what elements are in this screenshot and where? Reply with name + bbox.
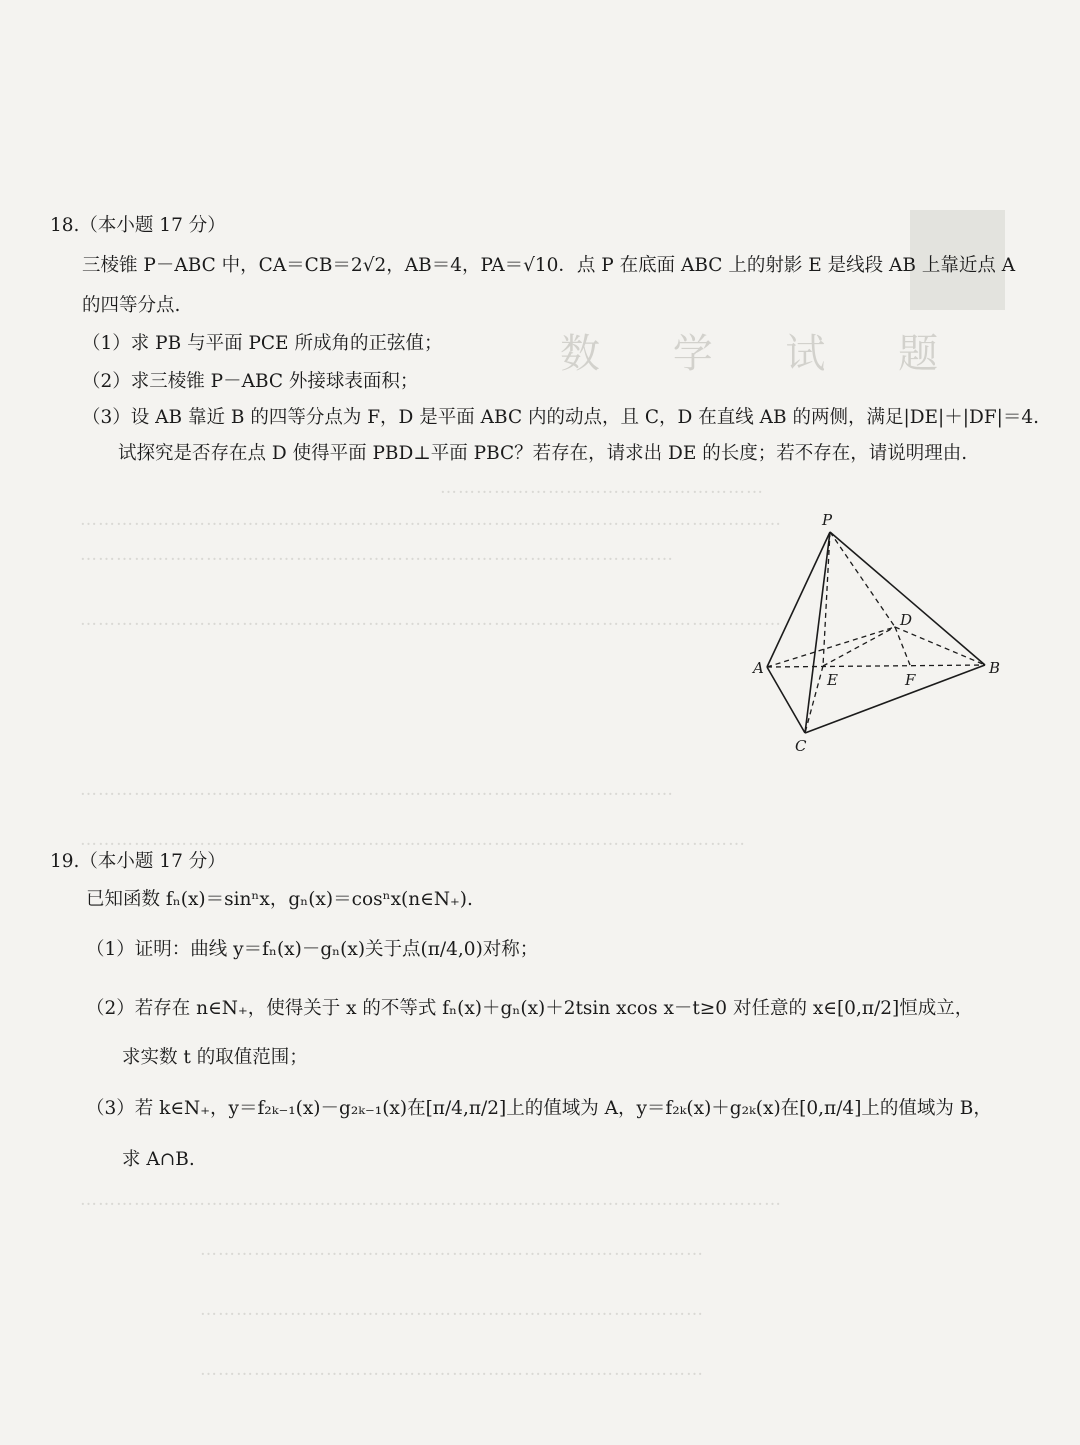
edge-PE bbox=[823, 532, 830, 666]
edge-PB bbox=[830, 532, 985, 665]
edge-AB bbox=[767, 665, 985, 667]
label-E: E bbox=[827, 671, 838, 689]
label-F: F bbox=[905, 671, 916, 689]
q18-part3-line2: 试探究是否存在点 D 使得平面 PBD⊥平面 PBC？若存在，请求出 DE 的长度；若不存在，请说明理由. bbox=[118, 443, 968, 464]
edge-ED bbox=[823, 627, 895, 666]
label-B: B bbox=[989, 659, 1001, 677]
q19-part1: （1）证明：曲线 y＝fₙ(x)－gₙ(x)关于点(π/4,0)对称； bbox=[86, 939, 539, 960]
bleed-through-text: ……………………………………………………………………………………………………… bbox=[80, 510, 782, 530]
bleed-through-text: ……………………………………………………………………………………… bbox=[80, 780, 674, 800]
bleed-through-text: ………………………………………………………………………… bbox=[200, 1240, 704, 1260]
q18-stem-line2: 的四等分点. bbox=[82, 295, 181, 316]
tetrahedron-figure bbox=[745, 505, 1015, 770]
bleed-through-text: ……………………………………………………………………………………… bbox=[80, 545, 674, 565]
bleed-through-text: ……………………………………………………………………………………………………… bbox=[80, 1190, 782, 1210]
bleed-through-text: ……………………………………………… bbox=[440, 478, 764, 498]
label-P: P bbox=[822, 511, 833, 529]
q19-part2-line1: （2）若存在 n∈N₊，使得关于 x 的不等式 fₙ(x)＋gₙ(x)＋2tsin xcos x－t≥0 对任意的 x∈[0,π/2]恒成立， bbox=[86, 998, 974, 1019]
q19-header: 19.（本小题 17 分） bbox=[50, 851, 226, 872]
q18-header: 18.（本小题 17 分） bbox=[50, 215, 226, 236]
q19-part2-line2: 求实数 t 的取值范围； bbox=[122, 1047, 308, 1068]
q18-stem-line1: 三棱锥 P－ABC 中，CA＝CB＝2√2，AB＝4，PA＝√10．点 P 在底面 ABC 上的射影 E 是线段 AB 上靠近点 A bbox=[82, 255, 1016, 276]
bleed-through-text: ………………………………………………………………………… bbox=[200, 1300, 704, 1320]
bleed-through-text: ………………………………………………………………………… bbox=[200, 1360, 704, 1380]
q18-part3-line1: （3）设 AB 靠近 B 的四等分点为 F，D 是平面 ABC 内的动点，且 C，D 在直线 AB 的两侧，满足|DE|＋|DF|＝4. bbox=[82, 407, 1040, 428]
bleed-through-text: ………………………………………………………………………………………………… bbox=[80, 830, 746, 850]
edge-PC bbox=[805, 532, 830, 733]
edge-PA bbox=[767, 532, 830, 667]
q18-part2: （2）求三棱锥 P－ABC 外接球表面积； bbox=[82, 371, 419, 392]
q19-part3-line2: 求 A∩B. bbox=[122, 1149, 195, 1170]
label-D: D bbox=[900, 611, 913, 629]
label-A: A bbox=[753, 659, 764, 677]
edge-DB bbox=[895, 627, 985, 665]
bleed-through-title: 数 学 试 题 bbox=[560, 331, 969, 377]
q18-part1: （1）求 PB 与平面 PCE 所成角的正弦值； bbox=[82, 333, 443, 354]
label-C: C bbox=[795, 737, 807, 755]
bleed-through-text: ……………………………………………………………………………………………………… bbox=[80, 610, 782, 630]
q19-part3-line1: （3）若 k∈N₊，y＝f₂ₖ₋₁(x)－g₂ₖ₋₁(x)在[π/4,π/2]上的值域为 A，y＝f₂ₖ(x)＋g₂ₖ(x)在[0,π/4]上的值域为 B， bbox=[86, 1098, 992, 1119]
edge-AC bbox=[767, 667, 805, 733]
edge-EC bbox=[805, 666, 823, 733]
q19-stem: 已知函数 fₙ(x)＝sinⁿx，gₙ(x)＝cosⁿx(n∈N₊). bbox=[86, 889, 473, 910]
